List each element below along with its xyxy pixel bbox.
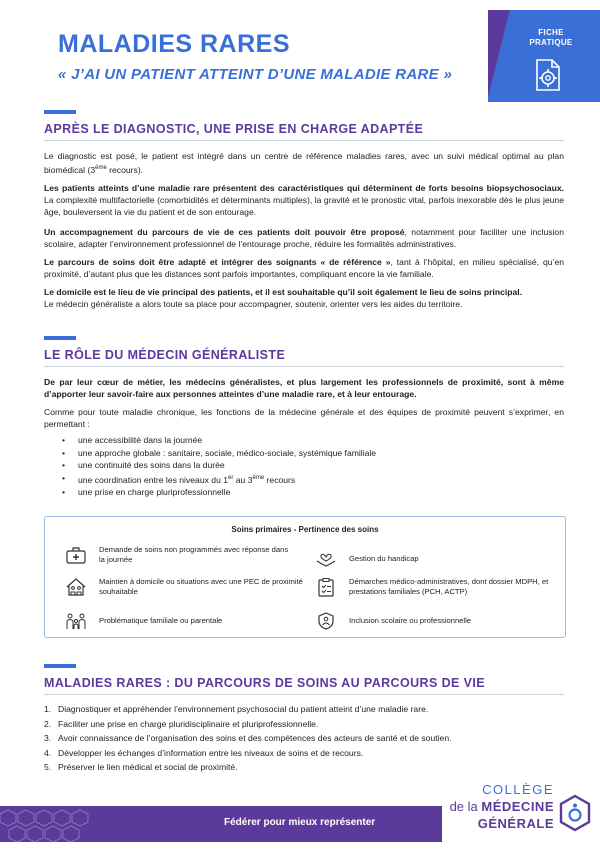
list-item: • une prise en charge pluriprofessionnelle [62,486,562,499]
clipboard-check-icon [315,577,337,597]
box-item: Demande de soins non programmés avec réponse dans la journée [65,545,295,565]
gear-document-icon [528,56,568,96]
list-item: 5. Préserver le lien médical et social de proximité. [44,762,238,772]
college-logo [446,780,596,850]
box-item: Maintien à domicile ou situations avec une PEC de proximité souhaitable [65,577,305,597]
section2-heading: LE RÔLE DU MÉDECIN GÉNÉRALISTE [44,348,286,362]
box-item: Gestion du handicap [315,549,555,569]
list-item: • une continuité des soins dans la durée [62,459,562,472]
section1-paragraph3: Un accompagnement du parcours de vie de ces patients doit pouvoir être proposé, notamment pour faciliter une inclusion scolaire, adapter l’environnement professionnel de l’entourage proche, réduire les formalités administratives. [44,227,564,249]
section3-numbered-list [44,702,564,775]
family-icon [65,611,87,631]
handshake-heart-icon [315,549,337,569]
section1-paragraph2: Les patients atteints d’une maladie rare présentent des caractéristiques qui déterminent de forts besoins biopsychosociaux. La complexité multifactorielle (comorbidités et déterminants multiples), la gravité et le pronostic vital, parfois inexorable dès le plus jeune âge, bouleversent la vie du patient et de son entourage. [44,183,564,217]
logo-line1: COLLÈGE [482,782,554,797]
section3-heading: MALADIES RARES : DU PARCOURS DE SOINS AU PARCOURS DE VIE [44,676,485,690]
section2-paragraph1: De par leur cœur de métier, les médecins généralistes, et plus largement les professionnels de proximité, sont à même d’apporter leur savoir-faire aux personnes atteintes d’une maladie rare, et à leur entourage. [44,377,564,399]
house-family-icon [65,577,87,597]
box-title: Soins primaires - Pertinence des soins [231,525,379,534]
badge-line1: FICHE [538,28,564,37]
section1-paragraph5: Le domicile est le lieu de vie principal des patients, et il est souhaitable qu’il soit également le lieu de soins principal. Le médecin généraliste a alors toute sa place pour accompagner, soutenir, orienter vers les aides du territoire. [44,287,523,309]
medical-bag-icon [65,545,87,565]
list-item: 1. Diagnostiquer et appréhender l’environnement psychosocial du patient atteint d’une maladie rare. [44,704,429,714]
hexagon-pattern-icon [0,806,150,842]
list-item: 2. Faciliter une prise en charge pluridisciplinaire et pluriprofessionnelle. [44,718,319,729]
fiche-pratique-badge [488,10,600,102]
list-item: 4. Développer les échanges d’information entre les niveaux de soins et de recours. [44,747,364,758]
section2-accent [44,336,76,340]
box-item: Problématique familiale ou parentale [65,611,305,631]
logo-line3: GÉNÉRALE [477,816,554,831]
primary-care-box [44,516,566,638]
section1-heading: APRÈS LE DIAGNOSTIC, UNE PRISE EN CHARGE ADAPTÉE [44,122,424,136]
section3-accent [44,664,76,668]
page-title: MALADIES RARES [58,30,291,58]
section2-rule [44,366,564,367]
section1-rule [44,140,564,141]
badge-line2: PRATIQUE [529,38,573,47]
list-item: • une coordination entre les niveaux du 1er au 3ème recours [62,472,562,486]
list-item: 3. Avoir connaissance de l’organisation des soins et des compétences des acteurs de santé et de soutien. [44,733,452,743]
hexagon-logo-icon [558,794,592,832]
box-item: Inclusion scolaire ou professionnelle [315,611,555,631]
badge-stripe [488,10,510,102]
section1-accent [44,110,76,114]
shield-people-icon [315,611,337,631]
footer-banner [0,806,442,842]
section1-paragraph1: Le diagnostic est posé, le patient est intégré dans un centre de référence maladies rares, avec un suivi médical optimal au plan biomédical (3ème recours). [44,151,564,175]
footer-tagline: Fédérer pour mieux représenter [224,817,376,828]
list-item: • une accessibilité dans la journée [62,434,562,447]
box-item: Démarches médico-administratives, dont dossier MDPH, et prestations familiales (PCH, ACTP) [315,577,560,597]
section1-paragraph4: Le parcours de soins doit être adapté et intégrer des soignants « de référence », tant à l’hôpital, en milieu spécialisé, qu’en proximité, d’autant plus que les distances sont parfois importantes, compliquant encore la vie familiale. [44,257,565,279]
section2-bullet-list [62,434,562,498]
section2-paragraph2: Comme pour toute maladie chronique, les fonctions de la médecine générale et des équipes de proximité peuvent s’exprimer, en permettant : [44,407,564,429]
logo-line2: de la MÉDECINE [449,799,554,814]
list-item: • une approche globale : sanitaire, sociale, médico-sociale, systémique familiale [62,447,562,460]
section3-rule [44,694,564,695]
page-subtitle: « J’AI UN PATIENT ATTEINT D’UNE MALADIE RARE » [58,66,453,83]
